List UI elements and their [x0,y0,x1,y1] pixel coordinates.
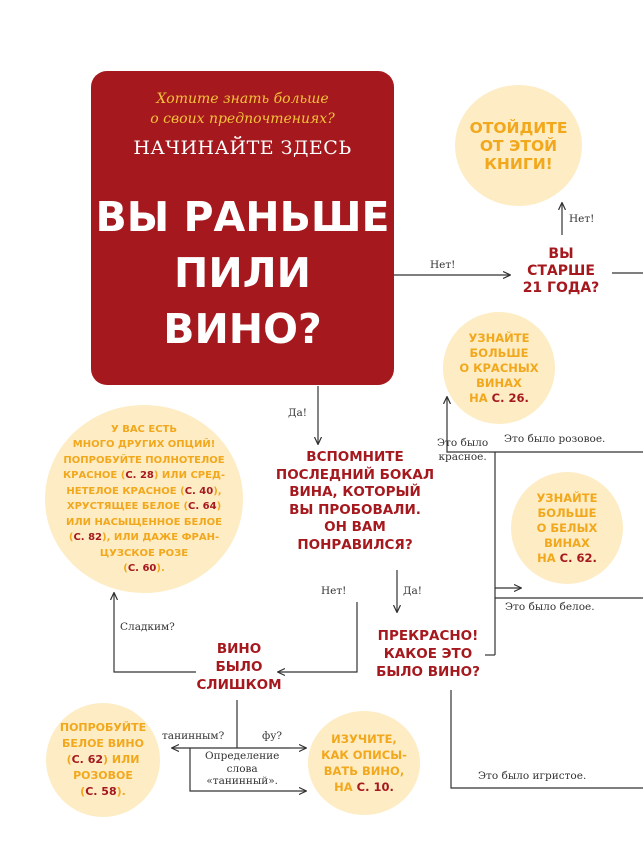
label-line: Это было [437,437,489,449]
node-line: СЛИШКОМ [196,677,282,693]
node-line: УЗНАЙТЕ [468,330,530,345]
node-line: ВАТЬ ВИНО, [323,764,405,778]
node-text: КРАСНОЕ ( [62,470,126,481]
learn-describe-node [308,711,420,815]
node-line: БЫЛО ВИНО? [376,664,480,680]
start-question-line: ПИЛИ [174,249,311,297]
node-line [60,720,146,736]
node-line: КАК ОПИСЫ- [321,748,407,762]
label-no-start: Нет! [430,259,456,271]
node-text: ), ИЛИ ДАЖЕ ФРАН- [102,532,220,543]
node-line [459,391,538,406]
node-line [537,551,598,566]
node-line: 21 ГОДА? [522,280,600,296]
start-intro-line: Хотите знать больше [156,91,329,107]
page-reference: С. 60 [127,563,157,574]
try-white-node [46,703,160,817]
start-box [91,71,394,385]
node-line [63,515,225,531]
node-line [63,530,225,546]
page-reference: С. 62 [71,753,103,766]
node-line [63,453,225,469]
node-line [60,784,146,800]
node-line: О КРАСНЫХ [459,360,539,375]
node-line: БОЛЬШЕ [469,345,529,360]
node-line [63,499,225,515]
node-text: ( [68,532,74,543]
node-text: ХРУСТЯЩЕЕ БЕЛОЕ ( [66,501,189,512]
label-was-red [437,436,488,464]
page-reference: С. 10. [356,780,394,794]
page-reference: С. 58 [85,785,117,798]
label-no-recall: Нет! [321,585,347,597]
page-reference: С. 28 [125,470,154,481]
label-was-white: Это было белое. [505,601,595,613]
node-line: ОТ ЭТОЙ [479,136,558,155]
node-line: БЫЛО [215,659,263,675]
other-options-node [45,405,243,593]
node-line: ВИНАХ [544,535,590,550]
start-intro-line: о своих предпочтениях? [150,111,335,127]
page-reference: С. 40 [184,485,214,497]
node-text: НА [334,780,357,794]
node-text: ЦУЗСКОЕ РОЗЕ [99,547,189,559]
start-question-line: ВИНО? [163,305,322,353]
too-question [184,640,294,694]
great-question [362,627,494,681]
node-line: ВЫ ПРОБОВАЛИ. [289,501,421,518]
node-text: ). [156,563,165,574]
node-line: ПРЕКРАСНО! [377,628,479,644]
node-line: ПОНРАВИЛСЯ? [297,536,413,553]
node-line: КНИГИ! [484,154,553,173]
node-line [60,768,146,784]
node-line [63,437,225,453]
node-text: ПОПРОБУЙТЕ [59,721,147,734]
node-line: ВИНА, КОТОРЫЙ [289,484,421,500]
recall-question [262,449,448,554]
label-sweet: Сладким? [120,621,175,633]
node-line: КАКОЕ ЭТО [383,646,473,662]
leave-book-node [455,85,582,206]
node-line: ОН ВАМ [324,519,386,535]
node-line: УЗНАЙТЕ [536,490,598,505]
node-text: ) ИЛИ СРЕД- [153,470,226,481]
node-text: ( [123,563,128,574]
label-fu: фу? [262,730,283,742]
label-no-older21: Нет! [569,213,595,225]
node-text: НА [537,550,560,565]
node-text: НЕТЕЛОЕ КРАСНОЕ ( [66,485,185,497]
node-text: БЕЛОЕ ВИНО [62,737,144,750]
node-text: ). [116,785,126,798]
node-line [321,779,407,795]
other-options-text [63,422,225,577]
start-question-line: ВЫ РАНЬШЕ [95,193,390,241]
node-line: ВИНО [216,641,262,657]
node-line: ВСПОМНИТЕ [306,449,404,465]
node-line [60,752,146,768]
node-line: ИЗУЧИТЕ, [331,732,397,746]
node-line: БОЛЬШЕ [537,505,597,520]
node-line: ВИНАХ [476,375,522,390]
page-reference: С. 62. [559,550,597,565]
page-reference: С. 64 [188,501,217,512]
node-text: ПОПРОБУЙТЕ ПОЛНОТЕЛОЕ [63,454,225,466]
node-line [63,468,225,484]
page-reference: С. 26. [491,390,529,405]
label-yes-start: Да! [288,407,308,419]
label-was-rose: Это было розовое. [504,433,606,445]
label-line: слова [226,762,258,775]
node-line: ПОСЛЕДНИЙ БОКАЛ [275,466,435,483]
page-reference: С. 82 [73,532,103,543]
start-question [91,189,394,357]
node-text: ( [66,753,72,766]
older21-question [513,246,609,297]
label-line: «танинный». [206,775,278,787]
node-line: ОТОЙДИТЕ [469,118,568,137]
node-line [60,736,146,752]
label-yes-recall: Да! [403,585,423,597]
node-text: ) [216,501,222,512]
node-text: РОЗОВОЕ [73,769,133,782]
node-line [63,546,225,562]
node-line: СТАРШЕ [527,263,595,279]
label-line: Определение [205,750,280,762]
label-definition [205,750,279,788]
label-tannic: танинным? [162,730,225,742]
node-line: ВЫ [548,246,574,262]
label-line: красное. [438,451,487,463]
node-line [63,484,225,500]
node-text: ИЛИ НАСЫЩЕННОЕ БЕЛОЕ [65,516,223,528]
node-text: ) ИЛИ [103,753,140,766]
node-text: НА [469,390,492,405]
node-line [63,422,225,438]
node-line: О БЕЛЫХ [536,520,598,535]
try-white-text [60,720,146,800]
node-line [63,561,225,577]
start-intro [91,89,394,129]
start-here-label: НАЧИНАЙТЕ ЗДЕСЬ [133,137,352,159]
node-text: ), [213,485,222,497]
node-text: У ВАС ЕСТЬ [111,423,177,435]
node-text: ( [80,785,86,798]
red-wine-info-node [443,312,555,424]
node-text: МНОГО ДРУГИХ ОПЦИЙ! [72,439,216,450]
white-wine-info-node [511,472,623,584]
label-was-sparkling: Это было игристое. [478,770,587,782]
